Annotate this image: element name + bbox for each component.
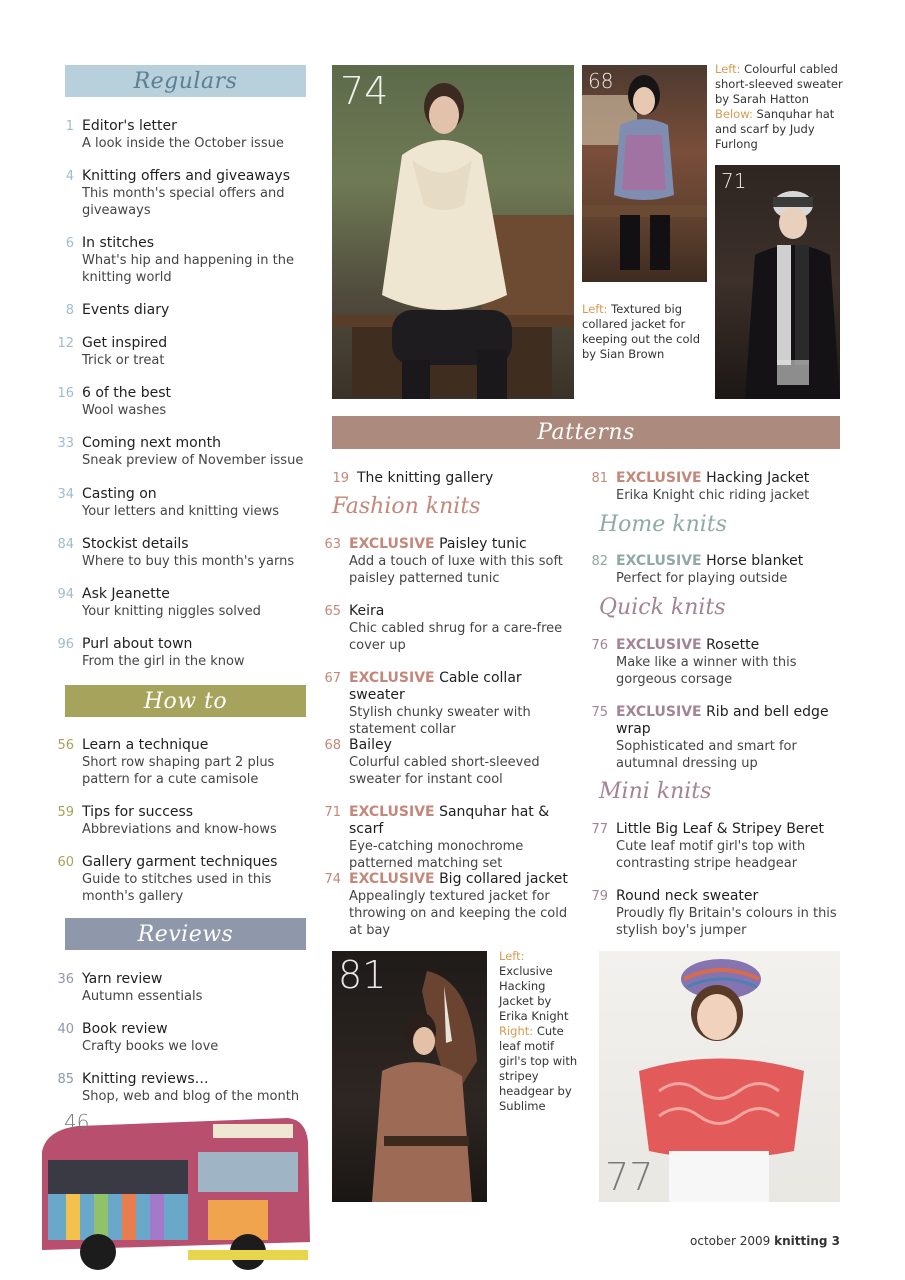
entry-title-text: Big collared jacket [439,871,568,887]
entry-title-text: Ask Jeanette [82,586,170,602]
entry-description: Shop, web and blog of the month [82,1089,300,1104]
regulars-banner: Regulars [65,65,306,97]
entry-title-text: Gallery garment techniques [82,854,278,870]
page-number: 63 [324,537,341,552]
entry-title-text: Rib and bell edge wrap [616,704,829,737]
entry-description: A look inside the October issue [82,136,284,151]
entry-title-text: Sanquhar hat & scarf [349,804,550,837]
page-number-77: 77 [605,1155,654,1199]
page-number-46: 46 [64,1112,90,1134]
page-number: 65 [324,604,341,619]
toc-entry[interactable] [57,586,307,620]
entry-title [616,821,841,838]
entry-description: Stylish chunky sweater with statement collar [349,705,531,737]
entry-description: Short row shaping part 2 plus pattern for a cute camisole [82,755,275,787]
page-number: 8 [65,303,74,318]
knitted-bus-illustration [38,1112,314,1277]
photo-collared-jacket [332,65,574,399]
entry-title [82,536,307,553]
how-to-banner: How to [65,685,306,717]
toc-entry[interactable] [324,804,576,872]
entry-description: What's hip and happening in the knitting world [82,253,294,285]
exclusive-tag: EXCLUSIVE [616,637,702,653]
toc-entry[interactable] [57,435,307,469]
entry-description: Perfect for playing outside [616,571,788,586]
page-number: 71 [324,805,341,820]
entry-description: Eye-catching monochrome patterned matching set [349,839,524,871]
entry-title [82,385,307,402]
entry-title-text: Knitting offers and giveaways [82,168,290,184]
page-number: 33 [57,436,74,451]
entry-description: Proudly fly Britain's colours in this stylish boy's jumper [616,906,837,938]
entry-description: Your letters and knitting views [82,504,280,519]
entry-title [82,435,307,452]
entry-description: Chic cabled shrug for a care-free cover up [349,621,563,653]
exclusive-tag: EXCLUSIVE [349,536,435,552]
exclusive-tag: EXCLUSIVE [616,704,702,720]
page-number: 74 [324,872,341,887]
entry-title-text: Editor's letter [82,118,177,134]
caption-highlight: Left: [582,302,608,316]
entry-title-text: Purl about town [82,636,193,652]
entry-description: Trick or treat [82,353,165,368]
caption-text: Sanquhar hat and scarf by Judy Furlong [715,107,835,151]
page-number: 34 [57,487,74,502]
entry-title [82,168,307,185]
page-number: 85 [57,1072,74,1087]
entry-title [349,670,576,704]
toc-entry[interactable] [57,385,307,419]
toc-entry[interactable] [57,804,307,838]
entry-title: The knitting gallery [357,470,494,486]
toc-entry[interactable] [591,888,841,939]
entry-title [349,871,576,888]
toc-entry[interactable] [591,553,841,587]
entry-description: This month's special offers and giveaways [82,186,285,218]
page-number: 68 [324,738,341,753]
page-number: 75 [591,705,608,720]
toc-entry[interactable] [324,603,576,654]
entry-description: Guide to stitches used in this month's gallery [82,872,272,904]
toc-entry[interactable] [324,737,576,788]
page-number: 56 [57,738,74,753]
entry-title-text: Book review [82,1021,168,1037]
page-number: 82 [591,554,608,569]
entry-title [82,586,307,603]
toc-entry[interactable] [591,470,841,504]
entry-description: Sophisticated and smart for autumnal dressing up [616,739,797,771]
page-footer [690,1234,840,1248]
toc-entry[interactable] [57,854,307,905]
quick-knits-heading: Quick knits [599,595,726,620]
entry-title [616,888,841,905]
reviews-banner: Reviews [65,918,306,950]
toc-entry[interactable] [591,704,841,772]
entry-description: Erika Knight chic riding jacket [616,488,810,503]
entry-description: Colurful cabled short-sleeved sweater for instant cool [349,755,540,787]
entry-title [349,603,576,620]
entry-title-text: In stitches [82,235,155,251]
caption-highlight: Left: [499,949,525,963]
entry-description: Wool washes [82,403,167,418]
page-number: 4 [65,169,74,184]
toc-entry[interactable] [57,1021,307,1055]
exclusive-tag: EXCLUSIVE [349,871,435,887]
entry-title [82,335,307,352]
page-number: 36 [57,972,74,987]
footer-brand: knitting 3 [774,1234,840,1248]
entry-title [82,1071,307,1088]
page-number: 67 [324,671,341,686]
toc-entry[interactable] [57,118,307,152]
page-number: 1 [65,119,74,134]
toc-entry[interactable] [57,636,307,670]
page-number-81: 81 [338,953,387,997]
entry-title-text: Knitting reviews… [82,1071,209,1087]
entry-title [349,737,576,754]
entry-description: Add a touch of luxe with this soft paisley patterned tunic [349,554,563,586]
toc-entry[interactable] [591,637,841,688]
toc-entry[interactable] [57,486,307,520]
entry-title [82,235,307,252]
entry-description: Cute leaf motif girl's top with contrasting stripe headgear [616,839,806,871]
entry-title-text: Tips for success [82,804,194,820]
toc-entry[interactable] [324,670,576,738]
entry-title-text: Learn a technique [82,737,209,753]
page-number: 12 [57,336,74,351]
entry-title [616,470,841,487]
entry-title-text: Get inspired [82,335,168,351]
toc-entry[interactable] [57,335,307,369]
entry-title-text: 6 of the best [82,385,172,401]
exclusive-tag: EXCLUSIVE [616,470,702,486]
patterns-banner: Patterns [332,416,840,449]
caption-highlight: Right: [499,1024,534,1038]
entry-title-text: Coming next month [82,435,221,451]
caption-highlight: Left: [715,62,741,76]
entry-title-text: Casting on [82,486,157,502]
entry-title [82,854,307,871]
entry-title [82,636,307,653]
entry-title [616,637,841,654]
fashion-knits-heading: Fashion knits [332,494,481,519]
entry-title-text: Little Big Leaf & Stripey Beret [616,821,824,837]
toc-entry[interactable] [57,1071,307,1105]
exclusive-tag: EXCLUSIVE [349,804,435,820]
entry-title-text: Keira [349,603,385,619]
page-number: 16 [57,386,74,401]
entry-title-text: Cable collar sweater [349,670,522,703]
page-number: 59 [57,805,74,820]
toc-entry[interactable] [57,971,307,1005]
photo-leaf-top [599,951,840,1202]
caption-text: Colourful cabled short-sleeved sweater by Sarah Hatton [715,62,843,106]
toc-entry[interactable] [324,871,576,939]
entry-title [82,737,307,754]
entry-title [82,118,307,135]
page-number: 60 [57,855,74,870]
page-number: 77 [591,822,608,837]
page-number: 19 [332,471,349,486]
page-number: 94 [57,587,74,602]
entry-title [616,704,841,738]
caption-top-right [715,62,845,152]
entry-title-text: Horse blanket [706,553,804,569]
knitter-illustration [332,65,574,399]
entry-title [349,536,576,553]
page-number-71: 71 [721,169,747,193]
entry-title-text: Rosette [706,637,760,653]
entry-description: Crafty books we love [82,1039,219,1054]
hat-scarf-illustration [715,165,840,399]
toc-entry-gallery[interactable] [332,470,582,487]
toc-entry[interactable] [57,168,307,219]
page-number: 84 [57,537,74,552]
caption-highlight: Below: [715,107,753,121]
page-number: 81 [591,471,608,486]
entry-title [82,1021,307,1038]
entry-description: Appealingly textured jacket for throwing on and keeping the cold at bay [349,889,568,938]
toc-entry[interactable] [591,821,841,872]
entry-description: From the girl in the know [82,654,245,669]
entry-description: Make like a winner with this gorgeous corsage [616,655,797,687]
toc-entry[interactable] [57,235,307,286]
caption-bottom [499,949,581,1114]
caption-text: Cute leaf motif girl's top with stripey headgear by Sublime [499,1024,578,1113]
entry-title-text: Bailey [349,737,392,753]
exclusive-tag: EXCLUSIVE [349,670,435,686]
photo-hacking-jacket [332,951,487,1202]
entry-title [82,804,307,821]
caption-text: Exclusive Hacking Jacket by Erika Knight [499,964,569,1023]
toc-entry[interactable] [57,737,307,788]
page-number: 76 [591,638,608,653]
entry-title-text: Yarn review [82,971,163,987]
entry-title-text: Round neck sweater [616,888,759,904]
home-knits-heading: Home knits [599,512,727,537]
page-number: 79 [591,889,608,904]
entry-title [616,553,841,570]
entry-title-text: Hacking Jacket [706,470,810,486]
toc-entry[interactable] [324,536,576,587]
photo-sanquhar-set [715,165,840,399]
entry-title [82,302,307,319]
caption-text: Textured big collared jacket for keeping out the cold by Sian Brown [582,302,701,361]
entry-title-text: Stockist details [82,536,189,552]
toc-entry[interactable] [57,536,307,570]
exclusive-tag: EXCLUSIVE [616,553,702,569]
caption-mid [582,302,707,362]
entry-description: Autumn essentials [82,989,203,1004]
entry-description: Sneak preview of November issue [82,453,304,468]
page-number: 40 [57,1022,74,1037]
footer-date: october 2009 [690,1234,771,1248]
photo-knitted-bus [38,1112,314,1277]
mini-knits-heading: Mini knits [599,779,712,804]
page-number: 6 [65,236,74,251]
toc-entry[interactable] [57,302,307,319]
page-number-68: 68 [588,69,614,93]
page-number-74: 74 [340,69,389,113]
entry-title [349,804,576,838]
entry-description: Where to buy this month's yarns [82,554,295,569]
entry-title-text: Events diary [82,302,170,318]
page-number: 96 [57,637,74,652]
entry-title [82,486,307,503]
entry-title-text: Paisley tunic [439,536,527,552]
photo-cabled-sweater [582,65,707,282]
model-sitting-illustration [582,65,707,282]
entry-description: Your knitting niggles solved [82,604,261,619]
entry-title [82,971,307,988]
entry-description: Abbreviations and know-hows [82,822,277,837]
